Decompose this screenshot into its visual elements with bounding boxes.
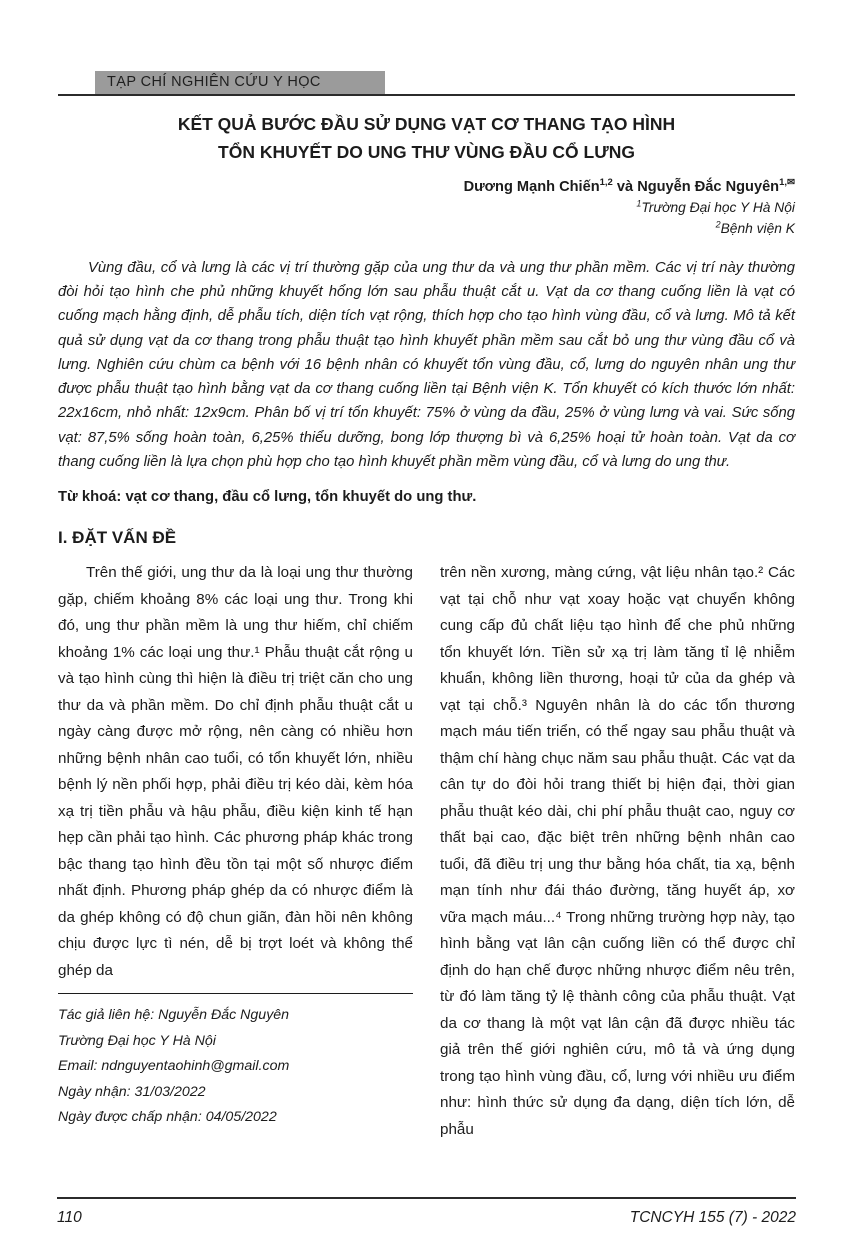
body-column-left: [58, 560, 413, 1143]
affiliation-1-name: Trường Đại học Y Hà Nội: [641, 199, 795, 215]
body-paragraph-right: trên nền xương, màng cứng, vật liệu nhân tạo.² Các vạt tại chỗ như vạt xoay hoặc vạt chuyển không cung cấp đủ chất liệu tạo hình để che phủ những tổn khuyết lớn. Tiền sử xạ trị làm tăng tỉ lệ nhiễm khuẩn, không liền thương, hoại tử của da ghép và vạt tại chỗ.³ Nguyên nhân là do các tổn thương mạch máu tiến triển, có thể ngay sau phẫu thuật và thậm chí hàng chục năm sau phẫu thuật. Các vạt da cân tự do đòi hỏi trang thiết bị hiện đại, thời gian phẫu thuật kéo dài, chi phí phẫu thuật cao, nguy cơ thất bại cao, đặc biệt trên những bệnh nhân cao tuổi, đã điều trị ung thư bằng hóa chất, tia xạ, bệnh mạn tính như đái tháo đường, tăng huyết áp, xơ vữa mạch máu...⁴ Trong những trường hợp này, tạo hình bằng vạt lân cận cuống liền có thể được chỉ định do hạn chế được những nhược điểm nêu trên, từ đó làm tăng tỷ lệ thành công của phẫu thuật. Vạt da cơ thang là một vạt lân cận đã được nhiều tác giả trên thế giới nghiên cứu, mô tả và ứng dụng trong tạo hình vùng đầu, cổ, lưng với nhiều ưu điểm như: hình thức sử dụng đa dạng, diện tích lớn, dễ phẫu: [440, 564, 795, 1138]
correspondence-received-date: Ngày nhận: 31/03/2022: [58, 1083, 206, 1100]
correspondence-institution: Trường Đại học Y Hà Nội: [58, 1032, 216, 1049]
author-1-superscript: 1,2: [599, 177, 613, 188]
abstract-text: Vùng đầu, cổ và lưng là các vị trí thường gặp của ung thư da và ung thư phần mềm. Các vị trí này thường đòi hỏi tạo hình che phủ những khuyết hổng lớn sau phẫu thuật cắt u. Vạt da cơ thang cuống liền là vạt có cuống mạch hằng định, dễ phẫu tích, diện tích vạt rộng, thích hợp cho tạo hình vùng đầu, cổ và lưng. Mô tả kết quả sử dụng vạt da cơ thang trong phẫu thuật tạo hình khuyết phần mềm sau cắt bỏ ung thư vùng đầu cổ và lưng. Nghiên cứu chùm ca bệnh với 16 bệnh nhân có khuyết tổn vùng đầu, cổ, lưng do nguyên nhân ung thư được phẫu thuật tạo hình bằng vạt da cơ thang cuống liền tại Bệnh viện K. Tổn khuyết có kích thước lớn nhất: 22x16cm, nhỏ nhất: 12x9cm. Phân bố vị trí tổn khuyết: 75% ở vùng da đầu, 25% ở vùng lưng và vai. Sức sống vạt: 87,5% sống hoàn toàn, 6,25% thiểu dưỡng, bong lớp thượng bì và 6,25% hoại tử hoàn toàn. Vạt da cơ thang cuống liền là lựa chọn phù hợp cho tạo hình khuyết phần mềm vùng đầu, cổ và lưng do ung thư.: [58, 259, 795, 470]
affiliation-1: [58, 197, 795, 218]
affiliation-1-superscript: 1: [636, 198, 642, 209]
title-line-1: KẾT QUẢ BƯỚC ĐẦU SỬ DỤNG VẠT CƠ THANG TẠO HÌNH: [177, 114, 676, 134]
page-number: 110: [57, 1209, 82, 1226]
authors-line: [58, 177, 795, 195]
affiliation-2: [58, 218, 795, 239]
author-1-name: Dương Mạnh Chiến: [463, 178, 600, 195]
journal-header-bar: TẠP CHÍ NGHIÊN CỨU Y HỌC: [95, 71, 385, 94]
correspondence-email: Email: ndnguyentaohinh@gmail.com: [58, 1058, 290, 1075]
correspondence-accepted-date: Ngày được chấp nhận: 04/05/2022: [58, 1109, 277, 1126]
body-columns: [58, 560, 795, 1143]
author-2-superscript: 1,✉: [779, 177, 795, 188]
authors-conjunction: và: [612, 178, 638, 195]
title-line-2: TỔN KHUYẾT DO UNG THƯ VÙNG ĐẦU CỔ LƯNG: [218, 142, 635, 162]
keywords-line: [58, 489, 795, 505]
keywords-label: Từ khoá:: [58, 489, 122, 506]
article-page: [0, 71, 853, 1143]
affiliations-block: [58, 197, 795, 240]
section-heading-intro: I. ĐẶT VẤN ĐỀ: [58, 528, 177, 548]
page-footer: [57, 1197, 796, 1227]
correspondence-note: [58, 993, 413, 1131]
author-2-name: Nguyễn Đắc Nguyên: [637, 178, 780, 195]
journal-reference: TCNCYH 155 (7) - 2022: [629, 1209, 796, 1226]
keywords-text: vạt cơ thang, đầu cổ lưng, tổn khuyết do ung thư.: [121, 489, 477, 506]
affiliation-2-superscript: 2: [715, 219, 721, 230]
header-rule: [58, 94, 795, 96]
body-paragraph-left: Trên thế giới, ung thư da là loại ung thư thường gặp, chiếm khoảng 8% các loại ung thư. Trong khi đó, ung thư phần mềm là ung thư hiếm, chỉ chiếm khoảng 1% các loại ung thư.¹ Phẫu thuật cắt rộng u và tạo hình cùng thì hiện là điều trị triệt căn cho ung thư da và phần mềm. Do chỉ định phẫu thuật cắt u ngày càng được mở rộng, nên càng có nhiều hơn những bệnh nhân cao tuổi, có tổn khuyết lớn, nhiều bệnh lý nền phối hợp, phải điều trị kéo dài, kèm hóa xạ trị tiền phẫu và hậu phẫu, điều kiện kinh tế hạn hẹp cần phải tạo hình. Các phương pháp khác trong bậc thang tạo hình đều tồn tại một số nhược điểm nhất định. Phương pháp ghép da có nhược điểm là da ghép không có độ chun giãn, đàn hồi nên không chịu được lực tì nén, dễ bị trợt loét và không thể ghép da: [58, 564, 413, 979]
correspondence-contact: Tác giả liên hệ: Nguyễn Đắc Nguyên: [58, 1007, 290, 1024]
page-title: [58, 110, 795, 166]
body-column-right: [440, 560, 795, 1143]
affiliation-2-name: Bệnh viện K: [720, 221, 795, 237]
